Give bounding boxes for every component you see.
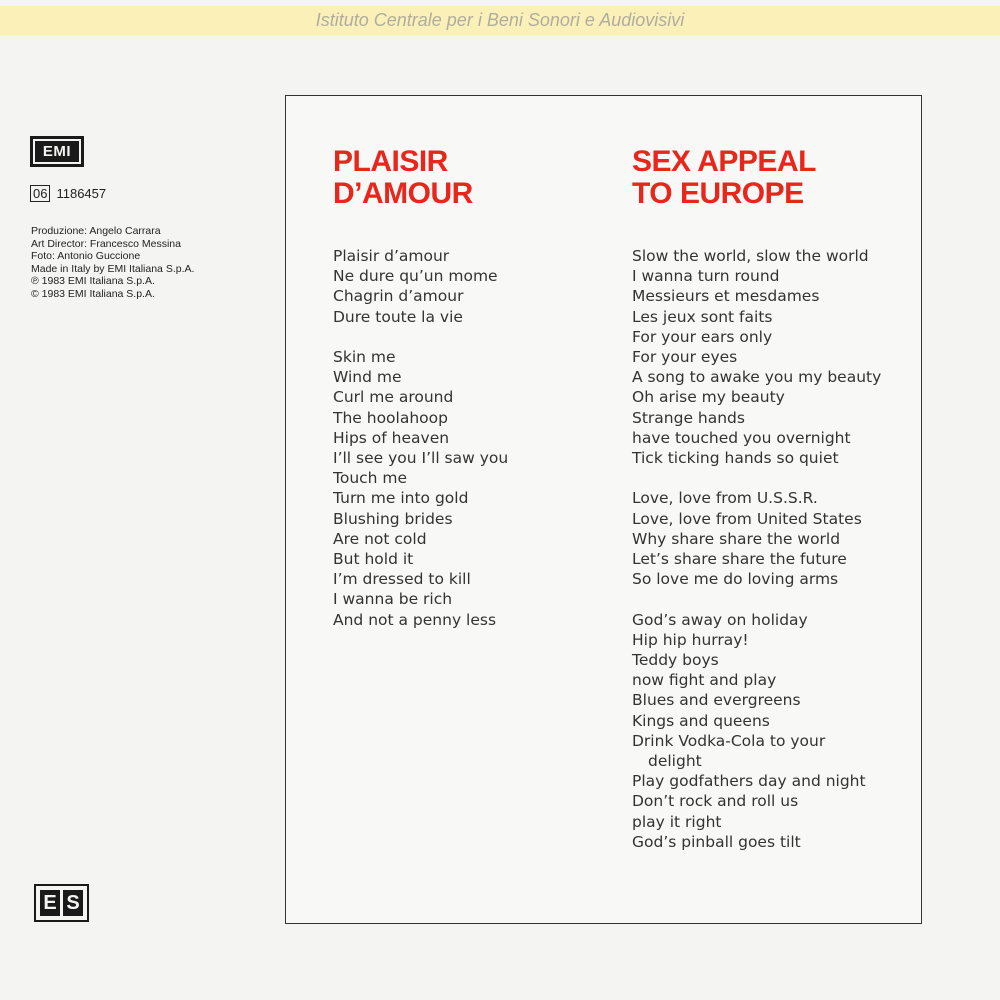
lyric-line: Don’t rock and roll us	[632, 792, 799, 811]
lyric-line: God’s away on holiday	[632, 610, 808, 629]
song-title-line: SEX APPEAL	[632, 145, 816, 178]
lyric-line: I wanna turn round	[632, 267, 780, 286]
lyric-line: Play godfathers day and night	[632, 772, 866, 791]
lyric-line: I wanna be rich	[333, 590, 453, 609]
lyric-line: Drink Vodka-Cola to your	[632, 731, 826, 750]
lyric-line: And not a penny less	[333, 610, 497, 629]
catalog-prefix: 06	[30, 185, 50, 202]
stanza	[333, 347, 508, 630]
lyric-line: Oh arise my beauty	[632, 388, 785, 407]
lyric-line: Are not cold	[333, 529, 427, 548]
lyrics-plaisir-damour	[333, 246, 508, 650]
lyric-line: Wind me	[333, 368, 402, 387]
credit-art-director: Art Director: Francesco Messina	[31, 237, 181, 250]
lyric-line: I’ll see you I’ll saw you	[333, 449, 509, 468]
credits-block	[31, 225, 271, 301]
lyrics-sex-appeal-to-europe	[632, 246, 881, 872]
lyric-line: The hoolahoop	[333, 408, 448, 427]
lyric-line: Blues and evergreens	[632, 691, 801, 710]
catalog-number	[30, 184, 106, 202]
credit-production: Produzione: Angelo Carrara	[31, 225, 161, 237]
lyric-line: play it right	[632, 812, 722, 831]
es-logo-letter-s: S	[63, 890, 83, 916]
stanza	[632, 610, 881, 852]
lyric-line: But hold it	[333, 550, 414, 569]
lyric-line: Hips of heaven	[333, 428, 450, 447]
emi-logo-text: EMI	[33, 139, 81, 164]
stanza	[632, 246, 881, 468]
lyrics-frame	[285, 95, 922, 924]
lyric-line: Strange hands	[632, 408, 745, 427]
emi-logo	[30, 136, 84, 167]
song-title-line: TO EUROPE	[632, 177, 804, 210]
lyric-line: Messieurs et mesdames	[632, 287, 820, 306]
lyric-line: Plaisir d’amour	[333, 247, 450, 265]
lyric-line: Ne dure qu’un mome	[333, 267, 498, 286]
lyric-line: Love, love from U.S.S.R.	[632, 489, 818, 508]
credit-made-in: Made in Italy by EMI Italiana S.p.A.	[31, 262, 195, 275]
archive-banner	[0, 6, 1000, 35]
lyric-line: God’s pinball goes tilt	[632, 832, 801, 851]
lyric-line: I’m dressed to kill	[333, 570, 471, 589]
lyric-line: A song to awake you my beauty	[632, 368, 882, 387]
es-logo-letter-e: E	[40, 890, 60, 916]
lyric-line: For your eyes	[632, 348, 738, 367]
lyric-line: So love me do loving arms	[632, 570, 839, 589]
song-title-line: PLAISIR	[333, 145, 448, 178]
lyric-line: Let’s share share the future	[632, 550, 847, 569]
credit-copyright: © 1983 EMI Italiana S.p.A.	[31, 287, 155, 300]
lyric-line: Touch me	[333, 469, 408, 488]
stanza	[632, 488, 881, 589]
song-title-plaisir-damour	[333, 146, 473, 210]
lyric-line: Kings and queens	[632, 711, 770, 730]
lyric-line: Chagrin d’amour	[333, 287, 464, 306]
stanza	[333, 246, 508, 327]
lyric-line: Tick ticking hands so quiet	[632, 449, 839, 468]
lyric-line: Dure toute la vie	[333, 307, 463, 326]
lyric-line: Teddy boys	[632, 651, 719, 670]
song-title-line: D’AMOUR	[333, 177, 473, 210]
lyric-line: Les jeux sont faits	[632, 307, 773, 326]
lyric-line: Love, love from United States	[632, 509, 862, 528]
lyric-line: delight	[648, 752, 702, 771]
credit-phonogram: ℗ 1983 EMI Italiana S.p.A.	[31, 275, 155, 288]
credit-photo: Foto: Antonio Guccione	[31, 250, 141, 263]
lyric-line: Curl me around	[333, 388, 454, 407]
lyric-line: Slow the world, slow the world	[632, 247, 869, 265]
song-title-sex-appeal-to-europe	[632, 146, 816, 210]
lyric-line: For your ears only	[632, 327, 773, 346]
lyric-line: now fight and play	[632, 671, 777, 690]
lyric-line: Blushing brides	[333, 509, 453, 528]
lyric-line: Hip hip hurray!	[632, 630, 749, 649]
lyric-line: Turn me into gold	[333, 489, 469, 508]
es-logo	[34, 884, 89, 922]
lyric-line: have touched you overnight	[632, 428, 851, 447]
catalog-code: 1186457	[56, 185, 107, 201]
lyric-line: Skin me	[333, 348, 396, 366]
lyric-line: Why share share the world	[632, 529, 841, 548]
archive-banner-text: Istituto Centrale per i Beni Sonori e Audiovisivi	[315, 10, 685, 30]
